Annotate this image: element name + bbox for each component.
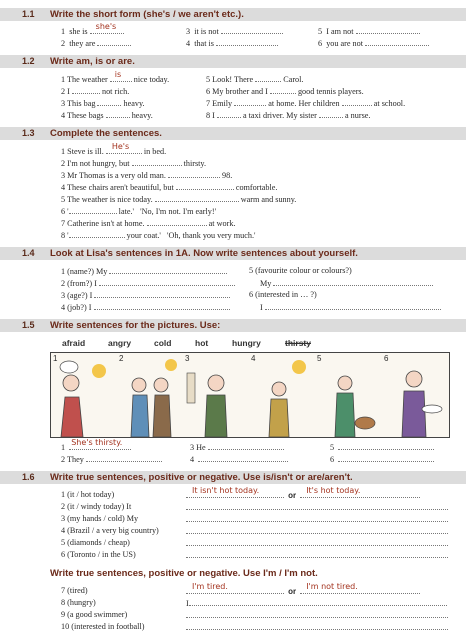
section-number: 1.6 bbox=[22, 472, 35, 482]
section-number: 1.5 bbox=[22, 320, 35, 330]
dog-illustration bbox=[315, 353, 382, 437]
exercise-line: 1 Steve is ill. He's in bed. bbox=[61, 142, 167, 156]
word-cold: cold bbox=[154, 338, 172, 348]
section-title: Write the short form (she's / we aren't etc.). bbox=[50, 9, 244, 20]
exercise-line: 8 I a taxi driver. My sister a nurse. bbox=[206, 111, 371, 120]
answer-line bbox=[186, 538, 448, 549]
exercise-line: 4 (job?) I bbox=[61, 302, 230, 313]
exercise-line: 4 that is bbox=[186, 38, 278, 49]
exercise-line: I bbox=[260, 302, 441, 313]
exercise-line: 5 Look! There Carol. bbox=[206, 75, 304, 84]
word-afraid: afraid bbox=[62, 338, 86, 348]
handwritten-answer: is bbox=[114, 70, 122, 79]
question-prompt: 6 (Toronto / in the US) bbox=[61, 550, 136, 559]
answer-line bbox=[186, 550, 448, 561]
exercise-line: 6 ' late.' 'No, I'm not. I'm early!' bbox=[61, 207, 217, 216]
picture-2: 2 bbox=[117, 353, 184, 437]
answer-line bbox=[186, 622, 448, 633]
or-label: or bbox=[288, 587, 297, 596]
picture-strip bbox=[50, 352, 450, 438]
question-prompt: 9 (a good swimmer) bbox=[61, 610, 128, 619]
answer-line: I bbox=[186, 598, 447, 609]
exercise-line: 2 they are bbox=[61, 38, 131, 49]
question-prompt: 8 (hungry) bbox=[61, 598, 96, 607]
handwritten-answer: I'm tired. bbox=[192, 582, 228, 591]
exercise-line: 3 He bbox=[190, 442, 284, 453]
answer-line bbox=[186, 582, 420, 597]
question-prompt: 4 (Brazil / a very big country) bbox=[61, 526, 159, 535]
exercise-line: 7 Emily at home. Her children at school. bbox=[206, 99, 406, 108]
handwritten-answer: It isn't hot today. bbox=[192, 486, 260, 495]
question-prompt: 10 (interested in football) bbox=[61, 622, 145, 631]
exercise-line: 6 bbox=[330, 454, 434, 465]
exercise-line: 6 My brother and I good tennis players. bbox=[206, 87, 364, 96]
exercise-line: 4 bbox=[190, 454, 288, 465]
exercise-line: 5 bbox=[330, 442, 434, 453]
picture-6: 6 bbox=[382, 353, 449, 437]
section-title: Complete the sentences. bbox=[50, 128, 162, 139]
exercise-line: 2 I not rich. bbox=[61, 87, 130, 96]
handwritten-answer: It's hot today. bbox=[306, 486, 361, 495]
section-subtitle: Write true sentences, positive or negative. Use I'm / I'm not. bbox=[50, 568, 318, 579]
exercise-line: 8 ' your coat.' 'Oh, thank you very much.' bbox=[61, 231, 256, 240]
exercise-line: 3 (age?) I bbox=[61, 290, 230, 301]
exercise-line: 5 (favourite colour or colours?) bbox=[249, 266, 352, 275]
man-illustration bbox=[183, 353, 249, 437]
picture-4: 4 bbox=[249, 353, 316, 437]
picture-1: 1 bbox=[51, 353, 118, 437]
or-label: or bbox=[288, 491, 297, 500]
section-title: Look at Lisa's sentences in 1A. Now write sentences about yourself. bbox=[50, 248, 358, 259]
picture-3: 3 bbox=[183, 353, 250, 437]
handwritten-answer: He's bbox=[111, 142, 130, 151]
exercise-line: 4 These chairs aren't beautiful, but comfortable. bbox=[61, 183, 278, 192]
exercise-line: 5 The weather is nice today. warm and sunny. bbox=[61, 195, 297, 204]
answer-line bbox=[186, 514, 448, 525]
section-number: 1.2 bbox=[22, 56, 35, 66]
section-number: 1.4 bbox=[22, 248, 35, 258]
section-title: Write sentences for the pictures. Use: bbox=[50, 320, 221, 331]
handwritten-answer: She's thirsty. bbox=[71, 438, 123, 447]
exercise-line: 3 it is not bbox=[186, 26, 283, 37]
question-prompt: 1 (it / hot today) bbox=[61, 490, 115, 499]
exercise-line: 1 (name?) My bbox=[61, 266, 227, 277]
section-title: Write am, is or are. bbox=[50, 56, 135, 67]
exercise-line: 2 They bbox=[61, 454, 162, 465]
person-chair-illustration bbox=[249, 353, 315, 437]
exercise-line: 1 she is she's bbox=[61, 26, 124, 37]
exercise-line: My bbox=[260, 278, 433, 289]
handwritten-answer: I'm not tired. bbox=[306, 582, 358, 591]
word-hungry: hungry bbox=[232, 338, 261, 348]
man-eating-illustration bbox=[382, 353, 449, 437]
exercise-line: 3 This bag heavy. bbox=[61, 99, 145, 108]
section-number: 1.1 bbox=[22, 9, 35, 19]
exercise-line: 2 (from?) I bbox=[61, 278, 235, 289]
exercise-line: 6 (interested in … ?) bbox=[249, 290, 317, 299]
section-number: 1.3 bbox=[22, 128, 35, 138]
exercise-line: 1 She's thirsty. bbox=[61, 442, 131, 453]
question-prompt: 3 (my hands / cold) My bbox=[61, 514, 139, 523]
word-thirsty: thirsty bbox=[285, 338, 311, 348]
exercise-line: 5 I am not bbox=[318, 26, 420, 37]
picture-5: 5 bbox=[315, 353, 383, 437]
question-prompt: 7 (tired) bbox=[61, 586, 88, 595]
handwritten-answer: she's bbox=[95, 22, 117, 31]
answer-line bbox=[186, 610, 448, 621]
thirsty-woman-illustration bbox=[51, 353, 117, 437]
exercise-line: 1 The weather is nice today. bbox=[61, 70, 170, 84]
exercise-line: 7 Catherine isn't at home. at work. bbox=[61, 219, 236, 228]
answer-line bbox=[186, 502, 448, 513]
answer-line bbox=[186, 526, 448, 537]
two-people-illustration bbox=[117, 353, 183, 437]
word-hot: hot bbox=[195, 338, 209, 348]
question-prompt: 5 (diamonds / cheap) bbox=[61, 538, 130, 547]
exercise-line: 4 These bags heavy. bbox=[61, 111, 153, 120]
exercise-line: 6 you are not bbox=[318, 38, 429, 49]
question-prompt: 2 (it / windy today) It bbox=[61, 502, 132, 511]
answer-line bbox=[186, 486, 420, 501]
section-title: Write true sentences, positive or negative. Use is/isn't or are/aren't. bbox=[50, 472, 353, 483]
word-angry: angry bbox=[108, 338, 132, 348]
exercise-line: 3 Mr Thomas is a very old man. 98. bbox=[61, 171, 233, 180]
exercise-line: 2 I'm not hungry, but thirsty. bbox=[61, 159, 207, 168]
